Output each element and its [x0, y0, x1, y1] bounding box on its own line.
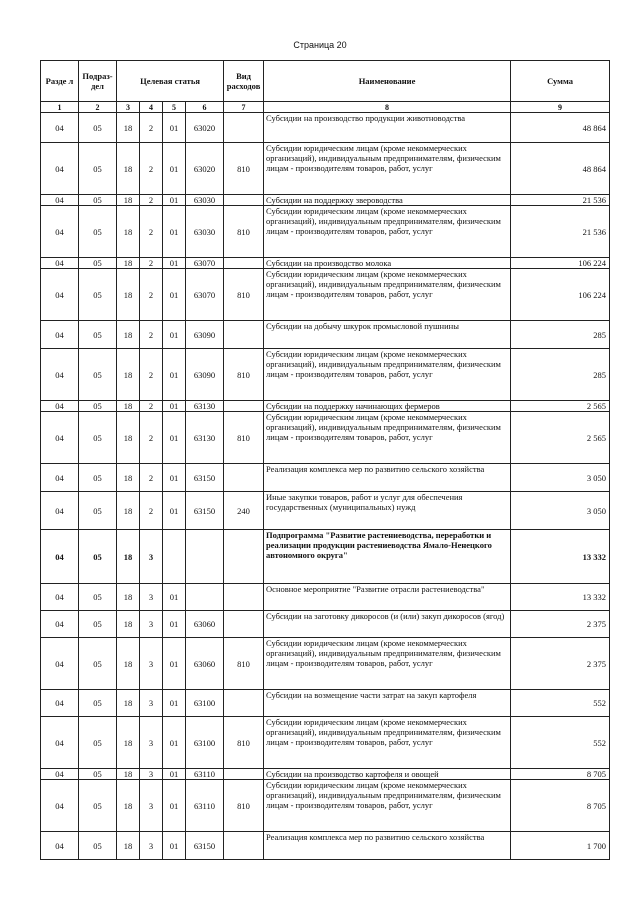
cell-tselevaya-1: 18 — [117, 195, 140, 206]
cell-vid-rashodov: 810 — [224, 349, 264, 401]
cell-tselevaya-3: 01 — [163, 780, 186, 832]
cell-summa: 2 375 — [511, 611, 610, 638]
cell-podrazdel: 05 — [79, 832, 117, 860]
cell-tselevaya-3: 01 — [163, 492, 186, 530]
cell-razdel: 04 — [41, 611, 79, 638]
cell-podrazdel: 05 — [79, 321, 117, 349]
table-header-row — [41, 61, 610, 102]
cell-tselevaya-4: 63100 — [186, 717, 224, 769]
table-row — [41, 832, 610, 860]
cell-tselevaya-3 — [163, 530, 186, 584]
cell-podrazdel: 05 — [79, 690, 117, 717]
cell-tselevaya-2: 3 — [140, 611, 163, 638]
table-row — [41, 492, 610, 530]
cell-naimenovanie: Субсидии юридическим лицам (кроме некоммерческих организаций), индивидуальным предпринимателям, физическим лицам - производителям товаров, работ, услуг — [264, 143, 511, 195]
cell-podrazdel: 05 — [79, 412, 117, 464]
cell-tselevaya-3: 01 — [163, 832, 186, 860]
table-row — [41, 717, 610, 769]
table-row — [41, 780, 610, 832]
cell-tselevaya-2: 2 — [140, 321, 163, 349]
cell-razdel: 04 — [41, 638, 79, 690]
cell-tselevaya-1: 18 — [117, 349, 140, 401]
cell-podrazdel: 05 — [79, 638, 117, 690]
cell-razdel: 04 — [41, 464, 79, 492]
cell-vid-rashodov — [224, 321, 264, 349]
table-row — [41, 464, 610, 492]
cell-naimenovanie: Субсидии на поддержку начинающих фермеров — [264, 401, 511, 412]
cell-tselevaya-4: 63130 — [186, 412, 224, 464]
cell-naimenovanie: Субсидии юридическим лицам (кроме некоммерческих организаций), индивидуальным предпринимателям, физическим лицам - производителям товаров, работ, услуг — [264, 269, 511, 321]
table-row — [41, 584, 610, 611]
cell-tselevaya-1: 18 — [117, 206, 140, 258]
table-row — [41, 143, 610, 195]
cell-tselevaya-4: 63150 — [186, 492, 224, 530]
cell-tselevaya-2: 2 — [140, 349, 163, 401]
cell-vid-rashodov: 810 — [224, 412, 264, 464]
cell-tselevaya-4: 63100 — [186, 690, 224, 717]
cell-podrazdel: 05 — [79, 780, 117, 832]
header-razdel: Разде л — [41, 61, 79, 102]
cell-razdel: 04 — [41, 690, 79, 717]
cell-tselevaya-4: 63070 — [186, 258, 224, 269]
cell-summa: 285 — [511, 349, 610, 401]
cell-razdel: 04 — [41, 195, 79, 206]
cell-vid-rashodov: 240 — [224, 492, 264, 530]
cell-summa: 8 705 — [511, 780, 610, 832]
cell-vid-rashodov — [224, 195, 264, 206]
cell-tselevaya-2: 2 — [140, 412, 163, 464]
table-row — [41, 638, 610, 690]
cell-tselevaya-3: 01 — [163, 113, 186, 143]
cell-summa: 106 224 — [511, 269, 610, 321]
col-number: 3 — [117, 102, 140, 113]
cell-tselevaya-3: 01 — [163, 412, 186, 464]
cell-tselevaya-4: 63150 — [186, 464, 224, 492]
cell-razdel: 04 — [41, 269, 79, 321]
cell-tselevaya-4: 63030 — [186, 206, 224, 258]
column-number-row — [41, 102, 610, 113]
cell-tselevaya-1: 18 — [117, 269, 140, 321]
cell-tselevaya-2: 3 — [140, 638, 163, 690]
cell-vid-rashodov — [224, 530, 264, 584]
cell-tselevaya-2: 2 — [140, 143, 163, 195]
cell-summa: 21 536 — [511, 206, 610, 258]
cell-podrazdel: 05 — [79, 769, 117, 780]
cell-vid-rashodov — [224, 258, 264, 269]
cell-tselevaya-3: 01 — [163, 690, 186, 717]
cell-summa: 3 050 — [511, 464, 610, 492]
col-number: 6 — [186, 102, 224, 113]
cell-tselevaya-3: 01 — [163, 349, 186, 401]
cell-summa: 2 565 — [511, 401, 610, 412]
cell-tselevaya-3: 01 — [163, 258, 186, 269]
cell-tselevaya-4: 63060 — [186, 611, 224, 638]
cell-tselevaya-4: 63110 — [186, 780, 224, 832]
cell-tselevaya-1: 18 — [117, 492, 140, 530]
cell-tselevaya-3: 01 — [163, 269, 186, 321]
cell-summa: 552 — [511, 717, 610, 769]
cell-podrazdel: 05 — [79, 584, 117, 611]
col-number: 7 — [224, 102, 264, 113]
cell-naimenovanie: Субсидии на производство картофеля и овощей — [264, 769, 511, 780]
cell-tselevaya-1: 18 — [117, 717, 140, 769]
table-row — [41, 349, 610, 401]
cell-naimenovanie: Подпрограмма "Развитие растениеводства, переработки и реализации продукции растениеводства Ямало-Ненецкого автономного округа" — [264, 530, 511, 584]
cell-summa: 48 864 — [511, 113, 610, 143]
table-row — [41, 206, 610, 258]
cell-tselevaya-4: 63030 — [186, 195, 224, 206]
cell-vid-rashodov — [224, 690, 264, 717]
cell-vid-rashodov: 810 — [224, 206, 264, 258]
table-row — [41, 321, 610, 349]
table-row — [41, 258, 610, 269]
cell-tselevaya-3: 01 — [163, 611, 186, 638]
cell-podrazdel: 05 — [79, 717, 117, 769]
col-number: 5 — [163, 102, 186, 113]
table-row — [41, 530, 610, 584]
cell-vid-rashodov — [224, 611, 264, 638]
cell-naimenovanie: Субсидии на производство продукции животноводства — [264, 113, 511, 143]
table-body — [41, 113, 610, 860]
table-row — [41, 690, 610, 717]
col-number: 4 — [140, 102, 163, 113]
header-tselevaya-statya: Целевая статья — [117, 61, 224, 102]
cell-tselevaya-1: 18 — [117, 143, 140, 195]
cell-summa: 21 536 — [511, 195, 610, 206]
cell-tselevaya-2: 2 — [140, 492, 163, 530]
cell-tselevaya-1: 18 — [117, 321, 140, 349]
cell-podrazdel: 05 — [79, 269, 117, 321]
cell-naimenovanie: Субсидии на добычу шкурок промысловой пушнины — [264, 321, 511, 349]
cell-tselevaya-4 — [186, 584, 224, 611]
header-podrazdel: Подраз- дел — [79, 61, 117, 102]
col-number: 8 — [264, 102, 511, 113]
cell-tselevaya-3: 01 — [163, 401, 186, 412]
cell-vid-rashodov — [224, 464, 264, 492]
cell-podrazdel: 05 — [79, 349, 117, 401]
table-row — [41, 269, 610, 321]
header-vid-rashodov: Вид расходов — [224, 61, 264, 102]
cell-tselevaya-4: 63020 — [186, 143, 224, 195]
cell-vid-rashodov: 810 — [224, 780, 264, 832]
cell-tselevaya-1: 18 — [117, 113, 140, 143]
table-row — [41, 611, 610, 638]
cell-tselevaya-2: 2 — [140, 195, 163, 206]
cell-summa: 2 565 — [511, 412, 610, 464]
cell-tselevaya-4: 63110 — [186, 769, 224, 780]
cell-tselevaya-3: 01 — [163, 717, 186, 769]
cell-tselevaya-4: 63090 — [186, 321, 224, 349]
cell-tselevaya-2: 3 — [140, 769, 163, 780]
cell-naimenovanie: Реализация комплекса мер по развитию сельского хозяйства — [264, 832, 511, 860]
cell-razdel: 04 — [41, 769, 79, 780]
cell-tselevaya-1: 18 — [117, 611, 140, 638]
cell-tselevaya-2: 3 — [140, 690, 163, 717]
cell-tselevaya-3: 01 — [163, 195, 186, 206]
page-number-label: Страница 20 — [293, 40, 347, 50]
cell-tselevaya-2: 3 — [140, 832, 163, 860]
cell-naimenovanie: Субсидии на поддержку звероводства — [264, 195, 511, 206]
table-row — [41, 412, 610, 464]
col-number: 2 — [79, 102, 117, 113]
cell-tselevaya-2: 3 — [140, 780, 163, 832]
cell-razdel: 04 — [41, 349, 79, 401]
cell-tselevaya-1: 18 — [117, 584, 140, 611]
header-summa: Сумма — [511, 61, 610, 102]
cell-vid-rashodov — [224, 832, 264, 860]
cell-podrazdel: 05 — [79, 143, 117, 195]
cell-naimenovanie: Субсидии юридическим лицам (кроме некоммерческих организаций), индивидуальным предпринимателям, физическим лицам - производителям товаров, работ, услуг — [264, 717, 511, 769]
cell-summa: 2 375 — [511, 638, 610, 690]
cell-summa: 106 224 — [511, 258, 610, 269]
cell-tselevaya-1: 18 — [117, 769, 140, 780]
cell-naimenovanie: Субсидии юридическим лицам (кроме некоммерческих организаций), индивидуальным предпринимателям, физическим лицам - производителям товаров, работ, услуг — [264, 780, 511, 832]
cell-tselevaya-4 — [186, 530, 224, 584]
cell-naimenovanie: Основное мероприятие "Развитие отрасли растениеводства" — [264, 584, 511, 611]
table-row — [41, 195, 610, 206]
cell-podrazdel: 05 — [79, 206, 117, 258]
cell-razdel: 04 — [41, 780, 79, 832]
cell-naimenovanie: Субсидии юридическим лицам (кроме некоммерческих организаций), индивидуальным предпринимателям, физическим лицам - производителям товаров, работ, услуг — [264, 349, 511, 401]
col-number: 9 — [511, 102, 610, 113]
cell-tselevaya-1: 18 — [117, 464, 140, 492]
cell-podrazdel: 05 — [79, 195, 117, 206]
cell-summa: 13 332 — [511, 530, 610, 584]
table-row — [41, 769, 610, 780]
cell-summa: 13 332 — [511, 584, 610, 611]
cell-podrazdel: 05 — [79, 530, 117, 584]
cell-naimenovanie: Субсидии юридическим лицам (кроме некоммерческих организаций), индивидуальным предпринимателям, физическим лицам - производителям товаров, работ, услуг — [264, 638, 511, 690]
cell-vid-rashodov: 810 — [224, 638, 264, 690]
cell-razdel: 04 — [41, 258, 79, 269]
cell-vid-rashodov: 810 — [224, 269, 264, 321]
cell-podrazdel: 05 — [79, 401, 117, 412]
cell-summa: 552 — [511, 690, 610, 717]
cell-tselevaya-4: 63020 — [186, 113, 224, 143]
cell-vid-rashodov — [224, 769, 264, 780]
cell-tselevaya-3: 01 — [163, 638, 186, 690]
cell-naimenovanie: Субсидии на производство молока — [264, 258, 511, 269]
cell-tselevaya-1: 18 — [117, 690, 140, 717]
cell-vid-rashodov: 810 — [224, 717, 264, 769]
cell-razdel: 04 — [41, 412, 79, 464]
cell-tselevaya-3: 01 — [163, 321, 186, 349]
cell-razdel: 04 — [41, 401, 79, 412]
table-row — [41, 113, 610, 143]
cell-tselevaya-4: 63130 — [186, 401, 224, 412]
cell-razdel: 04 — [41, 584, 79, 611]
table-row — [41, 401, 610, 412]
cell-tselevaya-2: 2 — [140, 269, 163, 321]
cell-naimenovanie: Иные закупки товаров, работ и услуг для обеспечения государственных (муниципальных) нужд — [264, 492, 511, 530]
cell-vid-rashodov — [224, 113, 264, 143]
cell-tselevaya-3: 01 — [163, 206, 186, 258]
cell-naimenovanie: Субсидии юридическим лицам (кроме некоммерческих организаций), индивидуальным предпринимателям, физическим лицам - производителям товаров, работ, услуг — [264, 412, 511, 464]
cell-tselevaya-2: 2 — [140, 113, 163, 143]
cell-tselevaya-4: 63060 — [186, 638, 224, 690]
cell-tselevaya-2: 2 — [140, 464, 163, 492]
cell-tselevaya-4: 63090 — [186, 349, 224, 401]
cell-tselevaya-2: 2 — [140, 258, 163, 269]
cell-summa: 3 050 — [511, 492, 610, 530]
cell-tselevaya-3: 01 — [163, 584, 186, 611]
budget-table — [40, 60, 610, 860]
cell-vid-rashodov — [224, 401, 264, 412]
cell-tselevaya-1: 18 — [117, 832, 140, 860]
cell-tselevaya-1: 18 — [117, 258, 140, 269]
cell-podrazdel: 05 — [79, 611, 117, 638]
cell-tselevaya-3: 01 — [163, 143, 186, 195]
cell-podrazdel: 05 — [79, 113, 117, 143]
cell-tselevaya-3: 01 — [163, 769, 186, 780]
cell-podrazdel: 05 — [79, 258, 117, 269]
cell-razdel: 04 — [41, 113, 79, 143]
cell-naimenovanie: Субсидии юридическим лицам (кроме некоммерческих организаций), индивидуальным предпринимателям, физическим лицам - производителям товаров, работ, услуг — [264, 206, 511, 258]
col-number: 1 — [41, 102, 79, 113]
cell-razdel: 04 — [41, 321, 79, 349]
cell-razdel: 04 — [41, 717, 79, 769]
cell-vid-rashodov: 810 — [224, 143, 264, 195]
cell-tselevaya-2: 3 — [140, 717, 163, 769]
cell-tselevaya-2: 3 — [140, 584, 163, 611]
cell-razdel: 04 — [41, 206, 79, 258]
cell-summa: 285 — [511, 321, 610, 349]
cell-vid-rashodov — [224, 584, 264, 611]
cell-summa: 8 705 — [511, 769, 610, 780]
cell-tselevaya-4: 63150 — [186, 832, 224, 860]
cell-razdel: 04 — [41, 832, 79, 860]
cell-tselevaya-1: 18 — [117, 412, 140, 464]
cell-razdel: 04 — [41, 143, 79, 195]
cell-tselevaya-2: 2 — [140, 401, 163, 412]
cell-razdel: 04 — [41, 530, 79, 584]
cell-podrazdel: 05 — [79, 492, 117, 530]
cell-summa: 1 700 — [511, 832, 610, 860]
cell-razdel: 04 — [41, 492, 79, 530]
cell-tselevaya-2: 3 — [140, 530, 163, 584]
cell-tselevaya-3: 01 — [163, 464, 186, 492]
cell-tselevaya-4: 63070 — [186, 269, 224, 321]
cell-naimenovanie: Реализация комплекса мер по развитию сельского хозяйства — [264, 464, 511, 492]
cell-podrazdel: 05 — [79, 464, 117, 492]
cell-naimenovanie: Субсидии на заготовку дикоросов (и (или) закуп дикоросов (ягод) — [264, 611, 511, 638]
header-naimenovanie: Наименование — [264, 61, 511, 102]
cell-tselevaya-1: 18 — [117, 638, 140, 690]
cell-tselevaya-2: 2 — [140, 206, 163, 258]
cell-tselevaya-1: 18 — [117, 780, 140, 832]
cell-naimenovanie: Субсидии на возмещение части затрат на закуп картофеля — [264, 690, 511, 717]
cell-tselevaya-1: 18 — [117, 530, 140, 584]
cell-summa: 48 864 — [511, 143, 610, 195]
cell-tselevaya-1: 18 — [117, 401, 140, 412]
